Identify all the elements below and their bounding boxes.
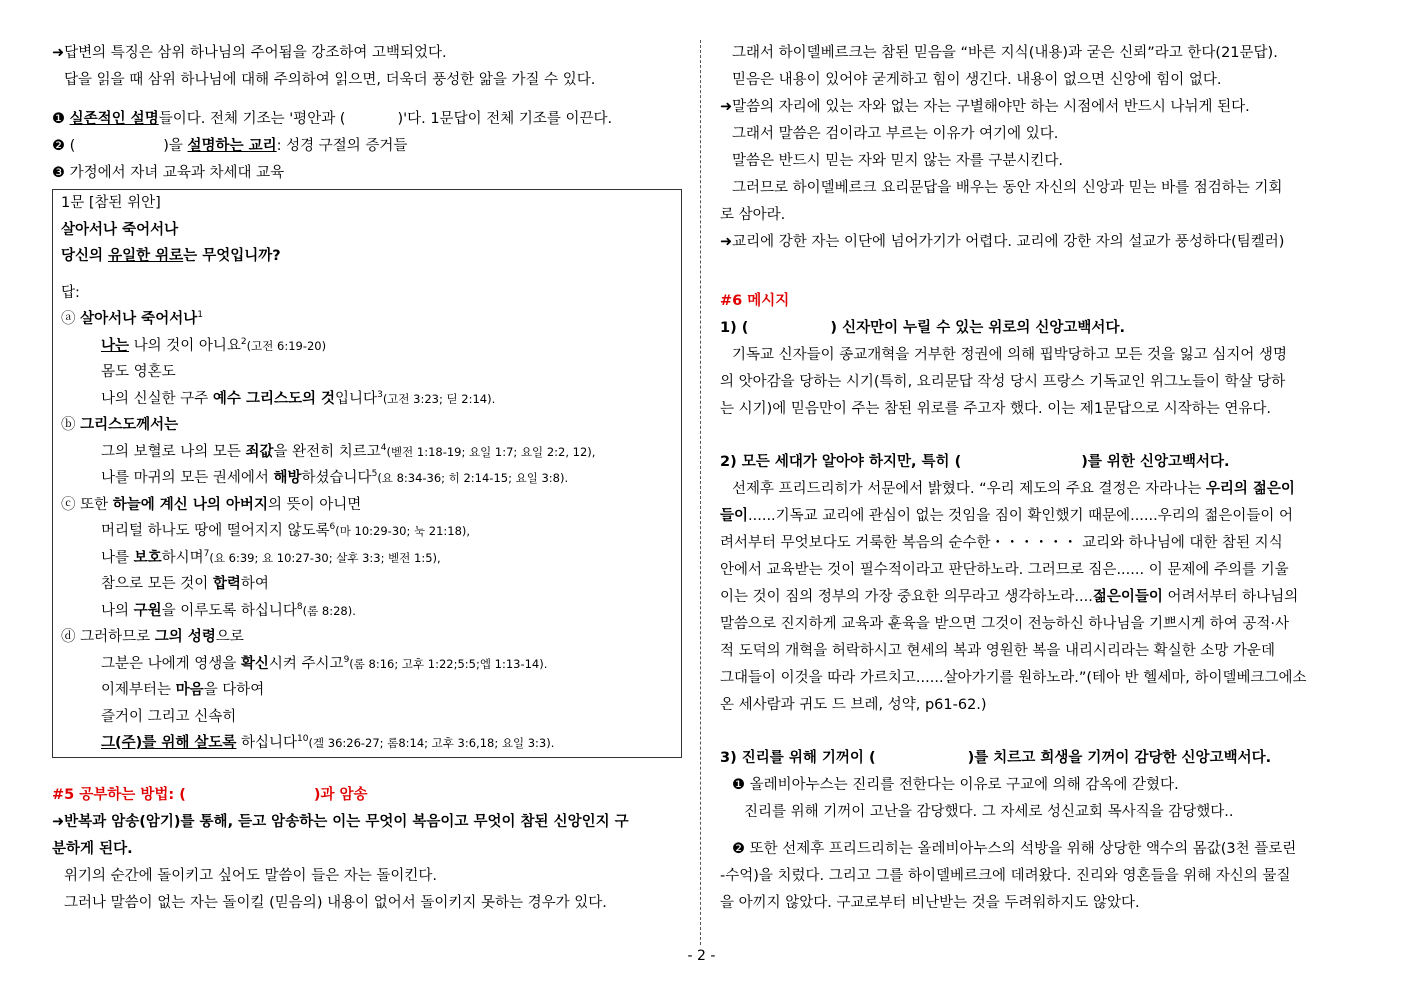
message-2-line-5: 이는 것이 짐의 정부의 가장 중요한 의무라고 생각하노라....젊은이들이 어려서부터 하나님의: [720, 589, 1299, 605]
message-2-line-9: 온 세사람과 귀도 드 브레, 성약, p61-62.): [720, 697, 987, 713]
section-6-title: #6 메시지: [720, 293, 790, 309]
right-line-2: 믿음은 내용이 있어야 굳게하고 힘이 생긴다. 내용이 없으면 신앙에 힘이 없다.: [732, 72, 1222, 88]
message-3-line-1: ❶ 올레비아누스는 진리를 전한다는 이유로 구교에 의해 감옥에 갇혔다.: [732, 777, 1179, 793]
answer-c-3: 나를 보호하시며$^7$(요 6:39; 요 10:27-30; 살후 3:3; 벧전 1:5),: [101, 548, 441, 566]
intro-line-1: ➜답변의 특징은 삼위 하나님의 주어됨을 강조하여 고백되었다.: [52, 45, 447, 61]
answer-a-2: 나는 나의 것이 아니요$^2$(고전 6:19-20): [101, 336, 327, 354]
message-2-line-1: 선제후 프리드리히가 서문에서 밝혔다. “우리 제도의 주요 결정은 자라나는 우리의 젊은이: [732, 481, 1295, 497]
message-3-line-5: 을 아끼지 않았다. 구교로부터 비난받는 것을 두려워하지도 않았다.: [720, 895, 1140, 911]
answer-a-4: 나의 신실한 구주 예수 그리스도의 것입니다$^3$(고전 3:23; 딛 2:14).: [101, 389, 496, 407]
answer-c-5: 나의 구원을 이루도록 하십니다$^8$(롬 8:28).: [101, 601, 356, 619]
message-2-title: 2) 모든 세대가 알아야 하지만, 특히 ( )를 위한 신앙고백서다.: [720, 454, 1230, 470]
answer-d-2: 그분은 나에게 영생을 확신시켜 주시고$^9$(롬 8:16; 고후 1:22;5:5;엡 1:13-14).: [101, 654, 548, 672]
answer-a-1: ⓐ 살아서나 죽어서나$^1$: [61, 310, 203, 327]
message-3-line-4: -수억)을 치렀다. 그리고 그를 하이델베르크에 데려왔다. 진리와 영혼들을 위해 자신의 물질: [720, 868, 1291, 884]
column-divider: [700, 40, 701, 945]
message-2-line-6: 말씀으로 진지하게 교육과 훈육을 받으면 그것이 전능하신 하나님을 기쁘시게 하여 공적·사: [720, 616, 1289, 632]
answer-c-1: ⓒ 또한 하늘에 계신 나의 아버지의 뜻이 아니면: [61, 496, 362, 513]
message-2-line-2: 들이......기독교 교리에 관심이 없는 것임을 짐이 확인했기 때문에......우리의 젊은이들이 어: [720, 508, 1294, 524]
message-2-line-7: 적 도덕의 개혁을 허락하시고 현세의 복과 영원한 복을 내리시리라는 확실한 소망 가운데: [720, 643, 1275, 659]
right-line-5: 말씀은 반드시 믿는 자와 믿지 않는 자를 구분시킨다.: [732, 153, 1064, 169]
message-1-title: 1) ( ) 신자만이 누릴 수 있는 위로의 신앙고백서다.: [720, 320, 1125, 336]
right-line-6: 그러므로 하이델베르크 요리문답을 배우는 동안 자신의 신앙과 믿는 바를 점검하는 기회: [732, 180, 1283, 196]
right-line-1: 그래서 하이델베르크는 참된 믿음을 “바른 지식(내용)과 굳은 신뢰”라고 한다(21문답).: [732, 45, 1278, 61]
message-2-line-4: 안에서 교육받는 것이 필수적이라고 판단하노라. 그러므로 짐은...... 이 문제에 주의를 기울: [720, 562, 1289, 578]
section-5-para-3: 그러나 말씀이 없는 자는 돌이킬 (믿음의) 내용이 없어서 돌이키지 못하는 경우가 있다.: [64, 894, 607, 911]
message-2-line-8: 그대들이 이것을 따라 가르치고......살아가기를 원하노라.”(테아 반 헬세마, 하이델베크그에소: [720, 670, 1307, 686]
message-3-title: 3) 진리를 위해 기꺼이 ( )를 치르고 희생을 기꺼이 감당한 신앙고백서다.: [720, 750, 1272, 766]
catechism-box: [52, 189, 682, 758]
answer-d-1: ⓓ 그러하므로 그의 성령으로: [61, 629, 244, 645]
section-5-title: #5 공부하는 방법: ( )과 암송: [52, 786, 368, 803]
answer-b-3: 나를 마귀의 모든 권세에서 해방하셨습니다$^5$(요 8:34-36; 히 2:14-15; 요일 3:8).: [101, 469, 569, 486]
section-5-para-1: ➜반복과 암송(암기)를 통해, 듣고 암송하는 이는 무엇이 복음이고 무엇이 참된 신앙인지 구: [52, 813, 629, 830]
right-line-7: ➜교리에 강한 자는 이단에 넘어가기가 어렵다. 교리에 강한 자의 설교가 풍성하다(팀켈러): [720, 234, 1285, 250]
intro-line-2: 답을 읽을 때 삼위 하나님에 대해 주의하여 읽으면, 더욱더 풍성한 앎을 가질 수 있다.: [64, 72, 596, 88]
page-number: - 2 -: [687, 948, 716, 964]
answer-b-2: 그의 보혈로 나의 모든 죄값을 완전히 치르고$^4$(벧전 1:18-19; 요일 1:7; 요일 2:2, 12),: [101, 442, 596, 460]
message-2-line-3: 려서부터 무엇보다도 거룩한 복음의 순수한・・・・・・ 교리와 하나님에 대한 참된 지식: [720, 535, 1283, 551]
right-line-6b: 로 삼아라.: [720, 207, 786, 223]
answer-d-4: 즐거이 그리고 신속히: [101, 708, 237, 725]
answer-b-1: ⓑ 그리스도께서는: [61, 417, 179, 433]
question-line-2: 당신의 유일한 위로는 무엇입니까?: [61, 248, 281, 264]
question-line-1: 살아서나 죽어서나: [61, 221, 179, 238]
point-1: ❶ 실존적인 설명들이다. 전체 기조는 '평안과 ( )'다. 1문답이 전체 기조를 이끈다.: [52, 111, 613, 127]
answer-c-2: 머리털 하나도 땅에 떨어지지 않도록$^6$(마 10:29-30; 눅 21:18),: [101, 522, 471, 539]
message-1-line-2: 의 앗아감을 당하는 시기(특히, 요리문답 작성 당시 프랑스 기독교인 위그노들이 학살 당하: [720, 374, 1286, 390]
box-title: 1문 [참된 위안]: [61, 195, 161, 211]
answer-c-4: 참으로 모든 것이 합력하여: [101, 576, 269, 592]
answer-d-3: 이제부터는 마음을 다하여: [101, 682, 265, 698]
message-3-line-3: ❷ 또한 선제후 프리드리히는 올레비아누스의 석방을 위해 상당한 액수의 몸값(3천 플로린: [732, 841, 1297, 857]
left-column: [52, 40, 682, 917]
message-1-line-1: 기독교 신자들이 종교개혁을 거부한 정권에 의해 핍박당하고 모든 것을 잃고 심지어 생명: [732, 347, 1287, 363]
right-column: [720, 40, 1360, 917]
point-2: ❷ ( )을 설명하는 교리: 성경 구절의 증거들: [52, 138, 408, 154]
answer-label: 답:: [61, 284, 80, 301]
message-1-line-3: 는 시기)에 믿음만이 주는 참된 위로를 주고자 했다. 이는 제1문답으로 시작하는 연유다.: [720, 401, 1272, 417]
right-line-3: ➜말씀의 자리에 있는 자와 없는 자는 구별해야만 하는 시점에서 반드시 나뉘게 된다.: [720, 99, 1250, 115]
answer-d-5: 그(주)를 위해 살도록 하십니다$^{10}$(겔 36:26-27; 롬8:14; 고후 3:6,18; 요일 3:3).: [101, 734, 555, 751]
answer-a-3: 몸도 영혼도: [101, 364, 176, 380]
section-5-para-1b: 분하게 된다.: [52, 840, 133, 857]
point-3: ❸ 가정에서 자녀 교육과 차세대 교육: [52, 165, 285, 181]
message-3-line-2: 진리를 위해 기꺼이 고난을 감당했다. 그 자세로 성신교회 목사직을 감당했다..: [744, 804, 1234, 820]
section-5-para-2: 위기의 순간에 돌이키고 싶어도 말씀이 들은 자는 돌이킨다.: [64, 867, 438, 884]
right-line-4: 그래서 말씀은 검이라고 부르는 이유가 여기에 있다.: [732, 126, 1059, 142]
